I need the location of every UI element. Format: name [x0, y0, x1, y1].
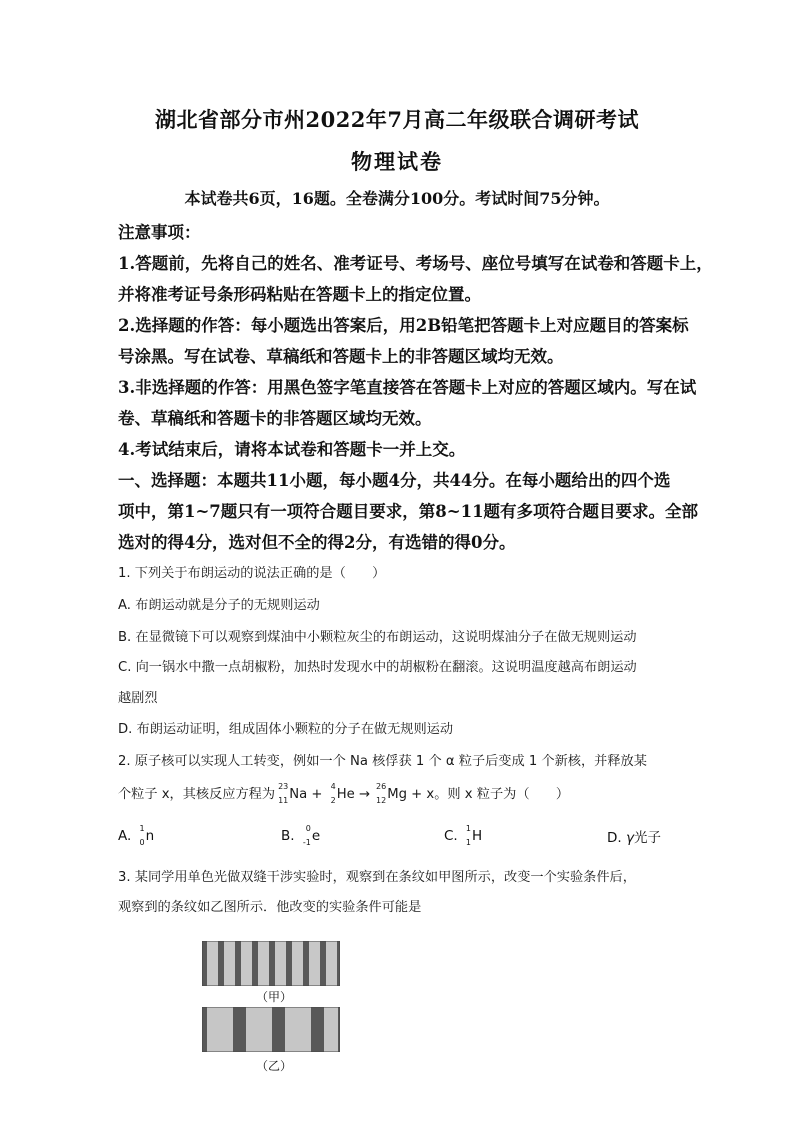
q1-option-d: D. 布朗运动证明，组成固体小颗粒的分子在做无规则运动	[118, 722, 454, 737]
electron-nuclide	[299, 824, 312, 847]
element-symbol: Mg	[387, 787, 407, 802]
na-nuclide	[278, 782, 289, 805]
option-text: 光子	[633, 830, 661, 846]
option-label: C.	[444, 828, 458, 844]
particle-symbol: H	[472, 828, 483, 844]
question-1-stem: 1. 下列关于布朗运动的说法正确的是（ ）	[118, 566, 386, 581]
fringe-pattern-a	[202, 941, 340, 986]
q1-option-c: C. 向一锅水中撒一点胡椒粉，加热时发现水中的胡椒粉在翻滚。这说明温度越高布朗运动	[118, 660, 637, 675]
q2-option-a	[118, 824, 155, 847]
page-title: 湖北省部分市州2022年7月高二年级联合调研考试	[154, 107, 640, 132]
atomic-number: -1	[302, 838, 311, 847]
caption-jia: （甲）	[256, 990, 293, 1004]
page-subtitle: 物理试卷	[351, 149, 443, 174]
q1-option-b: B. 在显微镜下可以观察到煤油中小颗粒灰尘的布朗运动，这说明煤油分子在做无规则运动	[118, 630, 637, 645]
notes-heading: 注意事项：	[118, 223, 201, 242]
atomic-number: 2	[330, 796, 336, 805]
q1-option-c-cont: 越剧烈	[118, 691, 158, 706]
mass-number: 1	[465, 824, 472, 833]
q2-option-c	[444, 824, 483, 847]
q2-text-after: 。则 x 粒子为（ ）	[434, 787, 570, 802]
he-nuclide	[327, 782, 337, 805]
element-symbol: He	[336, 787, 355, 802]
question-3-stem: 3. 某同学用单色光做双缝干涉实验时，观察到在条纹如甲图所示，改变一个实验条件后，	[118, 870, 636, 885]
notes-line: 1.答题前，先将自己的姓名、准考证号、考场号、座位号填写在试卷和答题卡上，	[118, 254, 713, 273]
notes-line: 2.选择题的作答：每小题选出答案后，用2B铅笔把答题卡上对应题目的答案标	[118, 316, 689, 335]
mg-nuclide	[374, 782, 387, 805]
particle-symbol: e	[311, 828, 321, 844]
mass-number: 26	[376, 782, 387, 791]
atomic-number: 0	[139, 838, 145, 847]
notes-line: 4.考试结束后，请将本试卷和答题卡一并上交。	[118, 440, 466, 459]
neutron-nuclide	[136, 824, 146, 847]
element-symbol: Na	[289, 787, 308, 802]
notes-line: 号涂黑。写在试卷、草稿纸和答题卡上的非答题区域均无效。	[118, 347, 564, 366]
exam-info: 本试卷共6页，16题。全卷满分100分。考试时间75分钟。	[184, 189, 610, 208]
gamma-symbol: γ	[625, 830, 634, 846]
question-2-equation-line	[118, 782, 570, 805]
section-line: 一、选择题：本题共11小题，每小题4分，共44分。在每小题给出的四个选	[118, 471, 671, 490]
plus-sign: +	[311, 787, 323, 802]
atomic-number: 1	[465, 838, 472, 847]
equation-tail: + x	[411, 787, 435, 802]
notes-line: 并将准考证号条形码粘贴在答题卡上的指定位置。	[118, 285, 481, 304]
option-label: D.	[607, 830, 622, 846]
section-line: 项中，第1~7题只有一项符合题目要求，第8~11题有多项符合题目要求。全部	[118, 502, 699, 521]
arrow-icon: →	[358, 787, 370, 802]
mass-number: 4	[330, 782, 336, 791]
q2-option-d	[607, 826, 661, 846]
fringe-pattern-b	[202, 1007, 340, 1052]
option-label: A.	[118, 828, 132, 844]
atomic-number: 12	[376, 796, 387, 805]
mass-number: 1	[139, 824, 145, 833]
section-line: 选对的得4分，选对但不全的得2分，有选错的得0分。	[118, 533, 516, 552]
mass-number: 0	[305, 824, 311, 833]
q2-text-before: 个粒子 x，其核反应方程为	[118, 787, 276, 802]
notes-line: 卷、草稿纸和答题卡的非答题区域均无效。	[118, 409, 432, 428]
proton-nuclide	[462, 824, 472, 847]
question-2-stem: 2. 原子核可以实现人工转变，例如一个 Na 核俘获 1 个 α 粒子后变成 1 个新核，并释放某	[118, 754, 647, 769]
q2-option-b	[281, 824, 321, 847]
notes-line: 3.非选择题的作答：用黑色签字笔直接答在答题卡上对应的答题区域内。写在试	[118, 378, 697, 397]
mass-number: 23	[278, 782, 289, 791]
question-3-stem-cont: 观察到的条纹如乙图所示．他改变的实验条件可能是	[118, 900, 422, 915]
atomic-number: 11	[278, 796, 289, 805]
q1-option-a: A. 布朗运动就是分子的无规则运动	[118, 598, 320, 613]
option-label: B.	[281, 828, 295, 844]
particle-symbol: n	[145, 828, 155, 844]
caption-yi: （乙）	[256, 1059, 293, 1073]
